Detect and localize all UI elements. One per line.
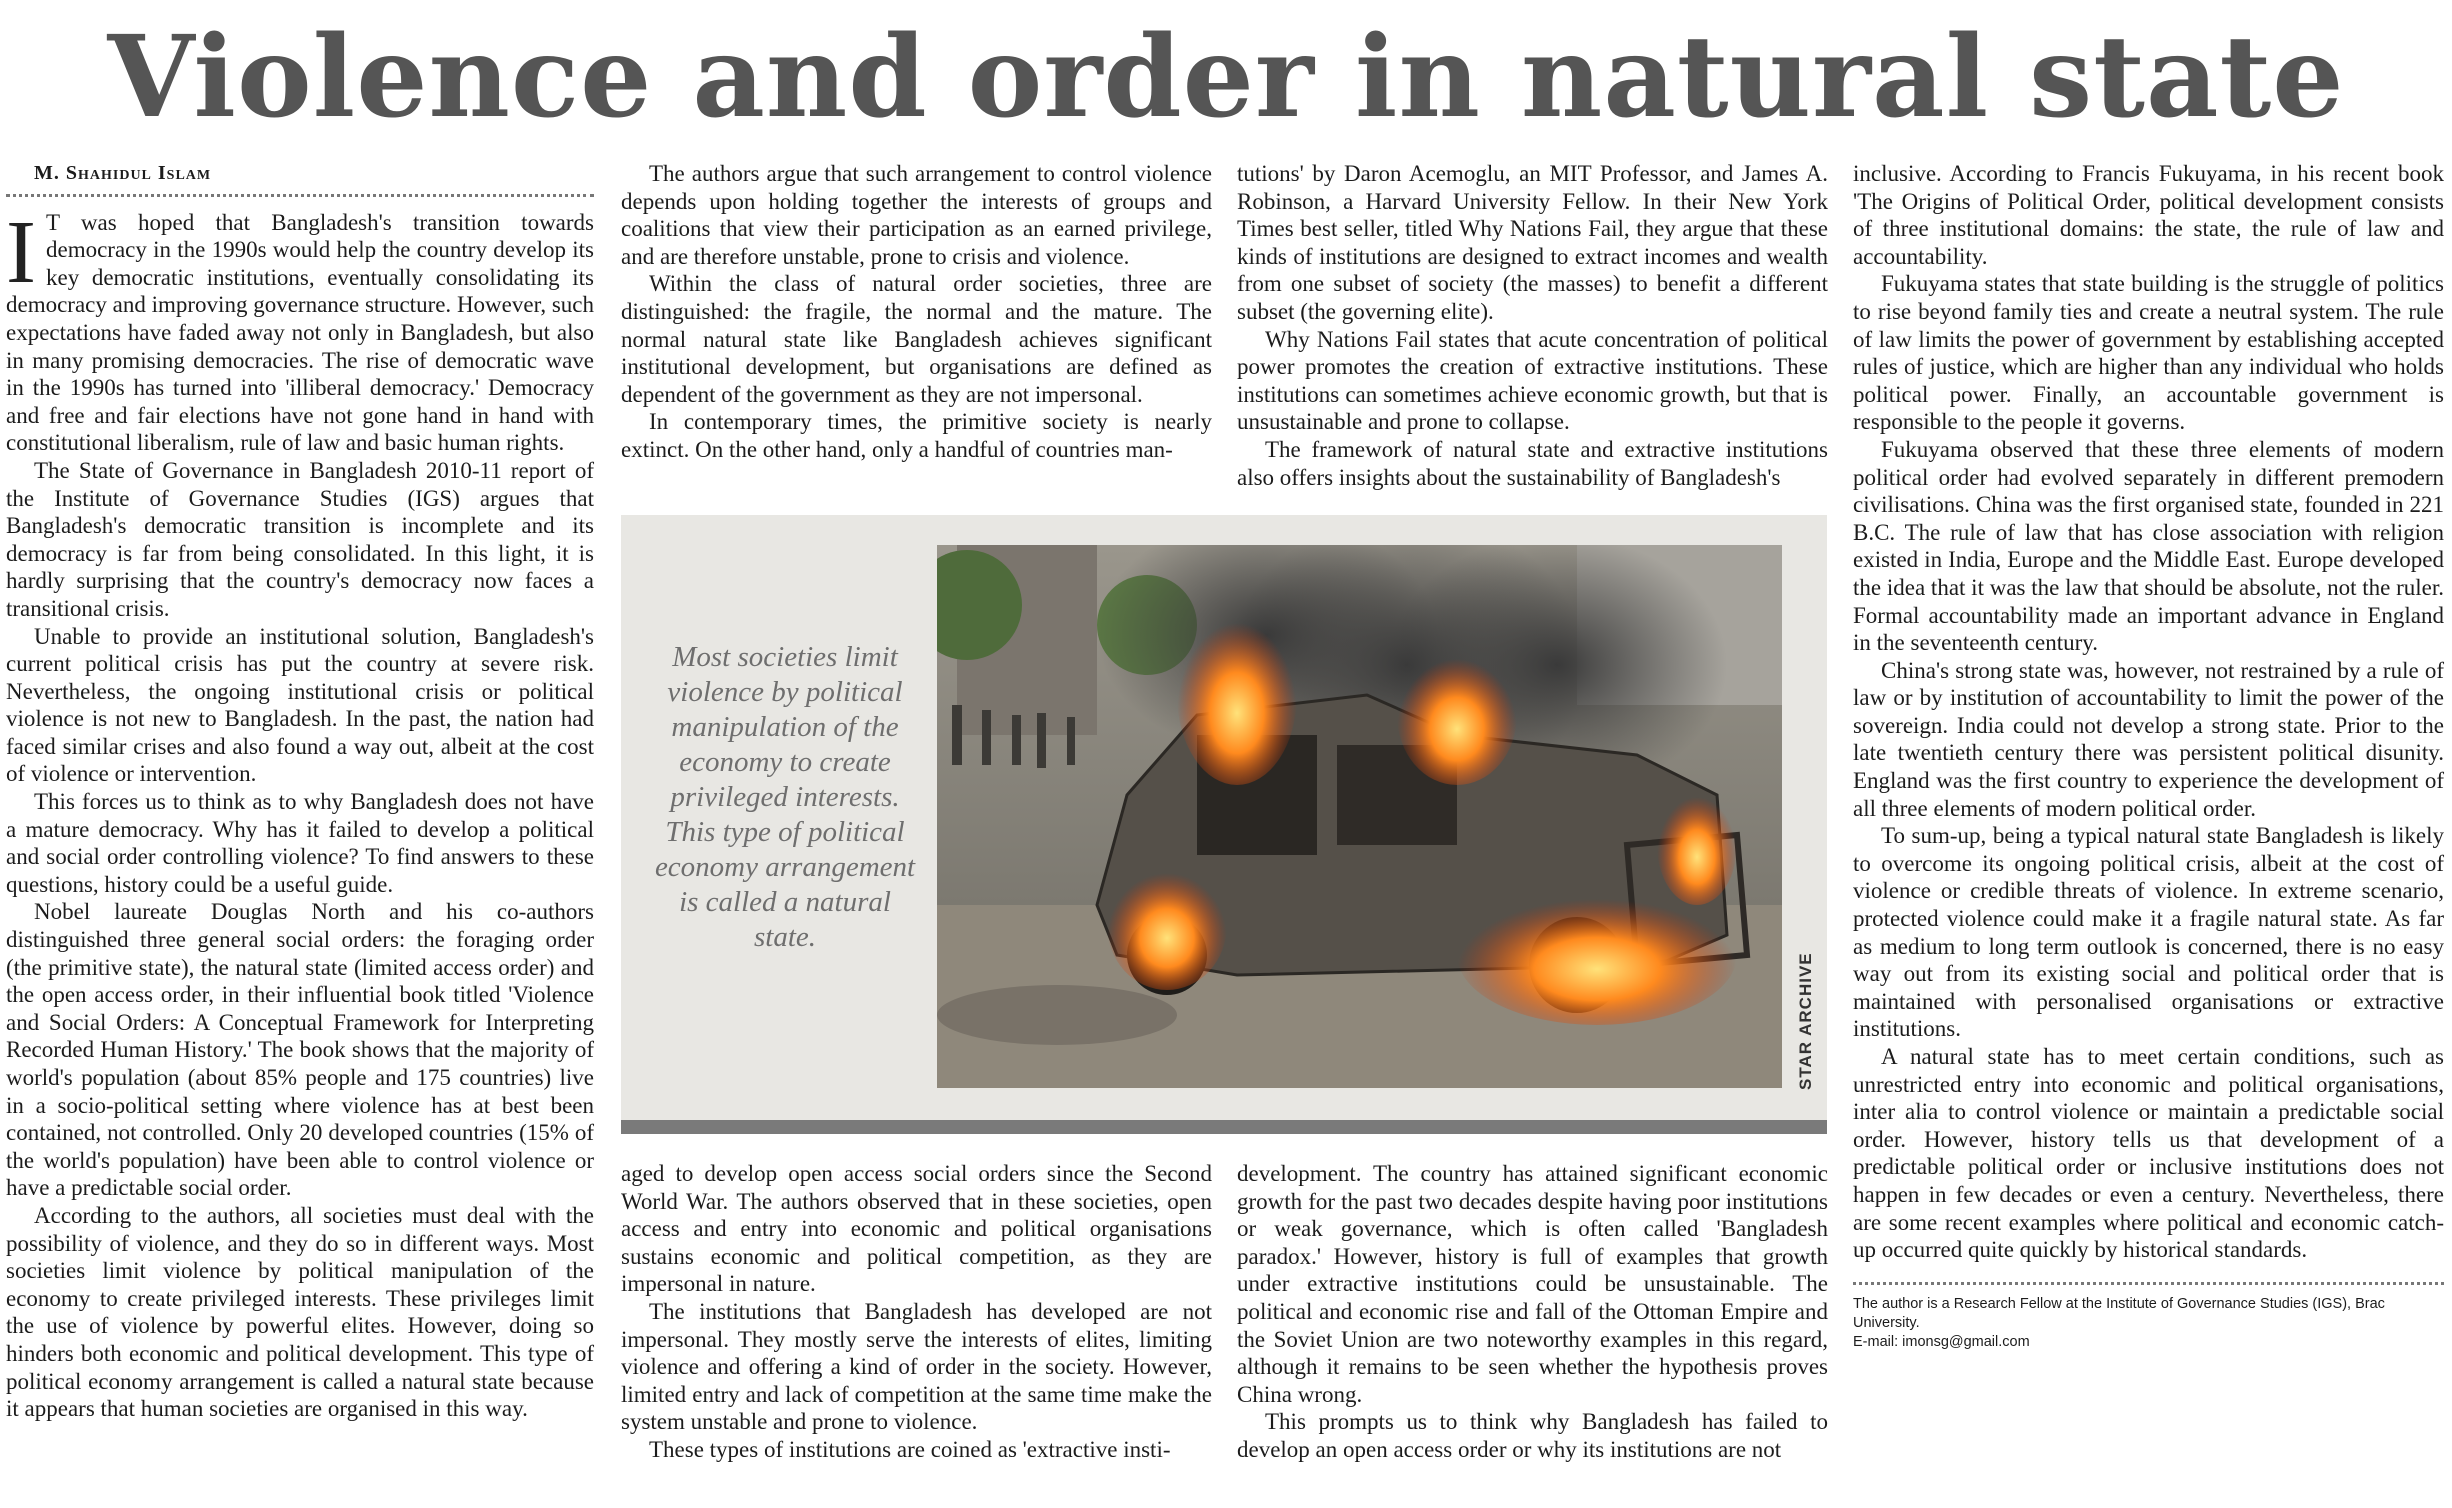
column-2-top <box>621 160 1212 464</box>
paragraph: The authors argue that such arrangement to control violence depends upon holding together the interests of groups and coalitions that view their participation as an earned privilege, and are therefore unstable, prone to crisis and violence. <box>621 161 1212 269</box>
paragraph: The framework of natural state and extractive institutions also offers insights about the sustainability of Bangladesh's <box>1237 436 1828 490</box>
paragraph: tutions' by Daron Acemoglu, an MIT Professor, and James A. Robinson, a Harvard University Fellow. In their New York Times best seller, titled Why Nations Fail, they argue that these kinds of institutions are designed to extract incomes and wealth from one subset of society (the masses) to benefit a different subset (the governing elite). <box>1237 161 1828 324</box>
paragraph: A natural state has to meet certain conditions, such as unrestricted entry into economic and political organisations, inter alia to control violence or maintain a predictable social order. However, history tells us that development of a predictable political order or inclusive institutions does not happen in few decades or even a century. Nevertheless, there are some recent examples where political and economic catch-up occurred quite quickly by historical standards. <box>1853 1044 2444 1263</box>
paragraph: The State of Governance in Bangladesh 2010-11 report of the Institute of Governance Studies (IGS) argues that Bangladesh's democratic transition is incomplete and its democracy is far from being consolidated. In this light, it is hardly surprising that the country's democracy now faces a transitional crisis. <box>6 457 594 621</box>
paragraph: I T was hoped that Bangladesh's transition towards democracy in the 1990s would help the country develop its key democratic institutions, eventually consolidating its democracy and improving governance structure. However, such expectations have faded away not only in Bangladesh, but also in many promising democracies. The rise of democratic wave in the 1990s has turned into 'illiberal democracy.' Democracy and free and fair elections have not gone hand in hand with constitutional liberalism, rule of law and basic human rights. <box>6 202 594 456</box>
pull-quote: Most societies limit violence by political manipulation of the economy to create privileged interests. This type of political economy arrangement is called a natural state. <box>654 641 916 953</box>
column-4 <box>1853 160 2444 1352</box>
paragraph: The institutions that Bangladesh has developed are not impersonal. They mostly serve the interests of elites, limiting violence and offering a kind of order in the society. However, limited entry and lack of competition at the same time make the system unstable and prone to violence. <box>621 1298 1212 1435</box>
column-3-top <box>1237 160 1828 491</box>
paragraph: development. The country has attained significant economic growth for the past two decades despite having poor institutions or weak governance, which is often called 'Bangladesh paradox.' However, history is full of examples that growth under extractive institutions could be unsustainable. The political and economic rise and fall of the Ottoman Empire and the Soviet Union are two noteworthy examples in this regard, although it remains to be seen whether the hypothesis proves China wrong. <box>1237 1161 1828 1407</box>
column-3-bottom <box>1237 1160 1828 1464</box>
paragraph: This forces us to think as to why Bangladesh does not have a mature democracy. Why has it failed to develop a political and social order controlling violence? To find answers to these questions, history could be a useful guide. <box>6 789 594 897</box>
paragraph: aged to develop open access social orders since the Second World War. The authors observed that in these societies, open access and entry into economic and political organisations sustains economic and political competition, as they are impersonal in nature. <box>621 1161 1212 1297</box>
paragraph: China's strong state was, however, not restrained by a rule of law or by institution of accountability to limit the power of the sovereign. India could not develop a strong state. Prior to the late twentieth century there was persistent political disunity. England was the first country to experience the development of all three elements of modern political order. <box>1853 657 2444 821</box>
panel-divider-bar <box>621 1120 1827 1134</box>
author-note: The author is a Research Fellow at the Institute of Governance Studies (IGS), Brac University. <box>1853 1295 2385 1331</box>
column-2-bottom <box>621 1160 1212 1464</box>
paragraph: In contemporary times, the primitive society is nearly extinct. On the other hand, only a handful of countries man- <box>621 409 1212 462</box>
photo-credit: STAR ARCHIVE <box>1796 952 1815 1090</box>
byline: M. Shahidul Islam <box>34 162 212 184</box>
paragraph: inclusive. According to Francis Fukuyama, in his recent book 'The Origins of Political Order, political development consists of three institutional domains: the state, the rule of law and accountability. <box>1853 161 2444 269</box>
drop-cap: I <box>6 202 36 302</box>
paragraph: These types of institutions are coined as 'extractive insti- <box>649 1436 1171 1462</box>
byline-divider <box>6 194 594 197</box>
paragraph: Nobel laureate Douglas North and his co-authors distinguished three general social orders: the foraging order (the primitive state), the natural state (limited access order) and the open access order, in their influential book titled 'Violence and Social Orders: A Conceptual Framework for Interpreting Recorded Human History.' The book shows that the majority of world's population (about 85% people and 175 countries) live in a socio-political setting where violence has at best been contained, not controlled. Only 20 developed countries (15% of the world's population) have been able to control violence or have a predictable social order. <box>6 899 594 1201</box>
paragraph: This prompts us to think why Bangladesh has failed to develop an open access order or why its institutions are not <box>1237 1409 1828 1462</box>
burning-car-photo <box>937 545 1782 1088</box>
footnote-divider <box>1853 1282 2444 1285</box>
paragraph: According to the authors, all societies must deal with the possibility of violence, and they do so in different ways. Most societies limit violence by political manipulation of the economy to create privileged interests. These privileges limit the use of violence by powerful elites. However, doing so hinders both economic and political development. This type of political economy arrangement is called a natural state because it appears that human societies are organised in this way. <box>6 1202 594 1422</box>
paragraph: Unable to provide an institutional solution, Bangladesh's current political crisis has put the country at severe risk. Nevertheless, the ongoing institutional crisis or political violence is not new to Bangladesh. In the past, the nation had faced similar crises and also found a way out, albeit at the cost of violence or intervention. <box>6 623 594 787</box>
paragraph: Why Nations Fail states that acute concentration of political power promotes the creation of extractive institutions. These institutions can sometimes achieve economic growth, but that is unsustainable and prone to collapse. <box>1237 326 1828 435</box>
paragraph: Fukuyama observed that these three elements of modern political order had evolved separately in different premodern civilisations. China was the first organised state, founded in 221 B.C. The rule of law that has close association with religion existed in India, Europe and the Middle East. Europe developed the idea that it was the law that should be absolute, not the ruler. Formal accountability made an important advance in England in the seventeenth century. <box>1853 436 2444 656</box>
column-1 <box>6 160 594 1423</box>
paragraph: Within the class of natural order societies, three are distinguished: the fragile, the normal and the mature. The normal natural state like Bangladesh achieves significant institutional development, but organisations are defined as dependent of the government as they are not impersonal. <box>621 271 1212 407</box>
paragraph: Fukuyama states that state building is the struggle of politics to rise beyond family ties and create a neutral system. The rule of law limits the power of government by establishing accepted rules of justice, which are higher than any individual who holds political power. Finally, an accountable government is responsible to the people it governs. <box>1853 271 2444 435</box>
headline: Violence and order in natural state <box>107 12 2345 143</box>
author-email: E-mail: imonsg@gmail.com <box>1853 1333 2030 1350</box>
paragraph: To sum-up, being a typical natural state Bangladesh is likely to overcome its ongoing political crisis, albeit at the cost of violence or credible threats of violence. In extreme scenario, protected violence could make it a fragile natural state. As far as medium to long term outlook is concerned, there is no easy way out from its existing social and political order that is maintained with personalised organisations or extractive institutions. <box>1853 823 2444 1042</box>
